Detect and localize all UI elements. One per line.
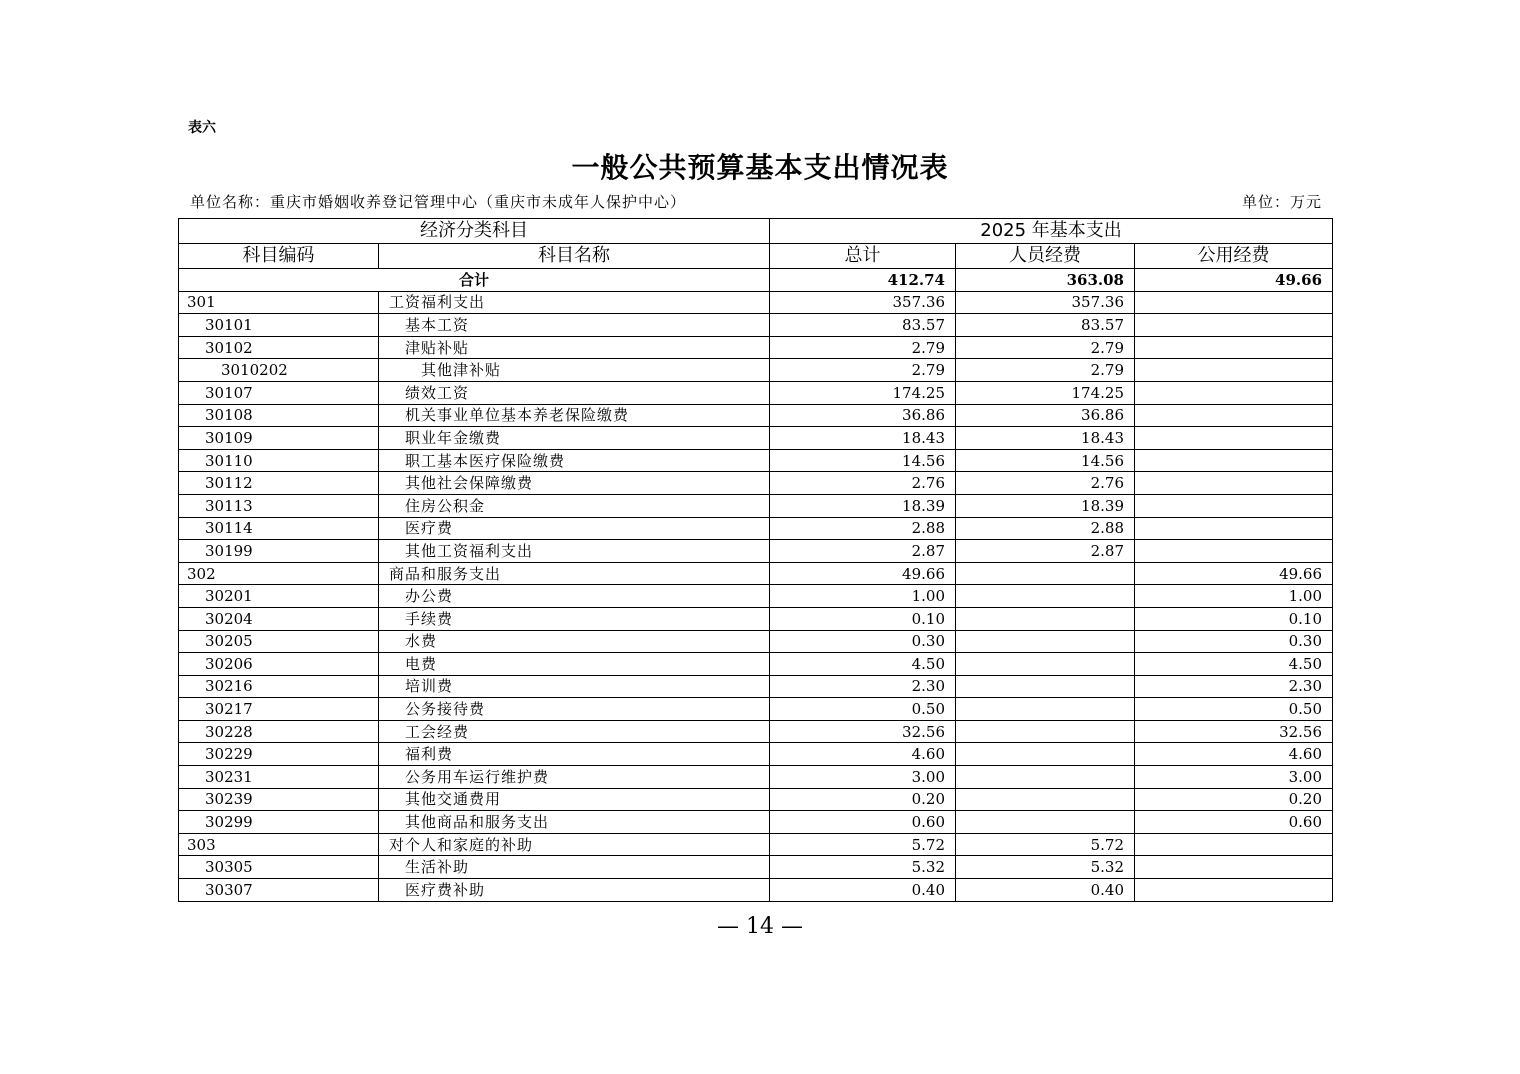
row-total: 2.87 [770,540,956,563]
row-total: 357.36 [770,291,956,314]
table-row [179,359,1333,382]
row-name: 医疗费补助 [379,879,770,902]
row-personnel [956,653,1135,676]
row-public: 0.50 [1135,698,1333,721]
row-code: 30205 [179,630,379,653]
table-row [179,879,1333,902]
table-row [179,562,1333,585]
row-personnel [956,585,1135,608]
row-personnel: 18.39 [956,494,1135,517]
row-total: 2.79 [770,359,956,382]
row-total: 32.56 [770,720,956,743]
row-total: 18.43 [770,427,956,450]
row-public: 0.30 [1135,630,1333,653]
row-public [1135,449,1333,472]
row-public [1135,427,1333,450]
row-code: 30102 [179,336,379,359]
table-row [179,653,1333,676]
row-name: 机关事业单位基本养老保险缴费 [379,404,770,427]
row-public: 0.60 [1135,811,1333,834]
row-name: 水费 [379,630,770,653]
row-code: 30204 [179,607,379,630]
row-public [1135,833,1333,856]
row-total: 2.88 [770,517,956,540]
row-public: 4.50 [1135,653,1333,676]
table-row [179,607,1333,630]
row-name: 公务接待费 [379,698,770,721]
row-name: 其他交通费用 [379,788,770,811]
row-public [1135,472,1333,495]
page-title: 一般公共预算基本支出情况表 [571,151,949,184]
header-public: 公用经费 [1135,244,1333,269]
header-code: 科目编码 [179,244,379,269]
table-row [179,743,1333,766]
row-code: 30307 [179,879,379,902]
row-name: 对个人和家庭的补助 [379,833,770,856]
row-personnel [956,720,1135,743]
table-label: 表六 [188,120,216,136]
row-personnel: 174.25 [956,381,1135,404]
total-value: 412.74 [770,269,956,292]
table-row [179,833,1333,856]
row-total: 4.60 [770,743,956,766]
row-total: 83.57 [770,314,956,337]
row-code: 30305 [179,856,379,879]
row-total: 36.86 [770,404,956,427]
row-personnel: 2.88 [956,517,1135,540]
row-code: 30110 [179,449,379,472]
row-public [1135,494,1333,517]
table-row [179,449,1333,472]
header-personnel: 人员经费 [956,244,1135,269]
row-total: 174.25 [770,381,956,404]
row-personnel [956,562,1135,585]
row-personnel: 5.32 [956,856,1135,879]
row-total: 2.30 [770,675,956,698]
row-code: 302 [179,562,379,585]
row-code: 30101 [179,314,379,337]
total-personnel: 363.08 [956,269,1135,292]
row-public [1135,359,1333,382]
row-code: 30199 [179,540,379,563]
row-total: 0.10 [770,607,956,630]
row-total: 2.79 [770,336,956,359]
row-public [1135,291,1333,314]
table-row [179,314,1333,337]
unit-name: 单位名称：重庆市婚姻收养登记管理中心（重庆市未成年人保护中心） [190,193,687,211]
row-name: 福利费 [379,743,770,766]
table-row [179,540,1333,563]
row-name: 其他社会保障缴费 [379,472,770,495]
row-name: 职工基本医疗保险缴费 [379,449,770,472]
row-name: 津贴补贴 [379,336,770,359]
row-personnel [956,630,1135,653]
table-row [179,585,1333,608]
row-personnel: 2.76 [956,472,1135,495]
table-row [179,698,1333,721]
row-code: 30216 [179,675,379,698]
table-row [179,811,1333,834]
table-row [179,427,1333,450]
table-row [179,494,1333,517]
row-personnel: 5.72 [956,833,1135,856]
row-personnel [956,607,1135,630]
row-personnel [956,766,1135,789]
row-public [1135,381,1333,404]
row-code: 30229 [179,743,379,766]
currency-unit: 单位：万元 [1241,193,1322,211]
table-row [179,856,1333,879]
row-name: 绩效工资 [379,381,770,404]
row-code: 301 [179,291,379,314]
row-code: 30231 [179,766,379,789]
header-name: 科目名称 [379,244,770,269]
row-total: 5.72 [770,833,956,856]
row-code: 30299 [179,811,379,834]
row-total: 0.60 [770,811,956,834]
table-row [179,336,1333,359]
header-economic-classification: 经济分类科目 [179,219,770,244]
row-code: 30217 [179,698,379,721]
row-personnel: 0.40 [956,879,1135,902]
row-name: 基本工资 [379,314,770,337]
table-row [179,675,1333,698]
row-total: 4.50 [770,653,956,676]
total-public: 49.66 [1135,269,1333,292]
row-code: 30239 [179,788,379,811]
page-number: — 14 — [717,914,803,939]
row-name: 生活补助 [379,856,770,879]
row-public: 3.00 [1135,766,1333,789]
row-total: 18.39 [770,494,956,517]
row-code: 30108 [179,404,379,427]
row-public: 2.30 [1135,675,1333,698]
total-label: 合计 [179,269,770,292]
row-public [1135,540,1333,563]
header-basic-expenditure-2025: 2025 年基本支出 [770,219,1333,244]
table-row [179,472,1333,495]
row-personnel: 83.57 [956,314,1135,337]
row-total: 3.00 [770,766,956,789]
row-total: 14.56 [770,449,956,472]
row-public [1135,404,1333,427]
header-total: 总计 [770,244,956,269]
row-total: 0.30 [770,630,956,653]
row-total: 1.00 [770,585,956,608]
table-row [179,517,1333,540]
row-personnel [956,698,1135,721]
row-public [1135,879,1333,902]
header-group-row [179,219,1333,244]
row-code: 30228 [179,720,379,743]
table-row [179,404,1333,427]
row-public [1135,856,1333,879]
row-personnel [956,675,1135,698]
row-public: 1.00 [1135,585,1333,608]
row-total: 2.76 [770,472,956,495]
budget-table [178,218,1333,902]
row-name: 职业年金缴费 [379,427,770,450]
header-column-row [179,244,1333,269]
row-code: 30201 [179,585,379,608]
row-personnel: 36.86 [956,404,1135,427]
row-personnel: 357.36 [956,291,1135,314]
row-name: 工会经费 [379,720,770,743]
row-total: 0.50 [770,698,956,721]
row-code: 30107 [179,381,379,404]
row-public: 49.66 [1135,562,1333,585]
total-row [179,269,1333,292]
row-name: 手续费 [379,607,770,630]
row-code: 30109 [179,427,379,450]
row-name: 办公费 [379,585,770,608]
row-code: 30113 [179,494,379,517]
row-personnel [956,811,1135,834]
row-total: 0.40 [770,879,956,902]
row-public: 0.20 [1135,788,1333,811]
row-public [1135,517,1333,540]
row-code: 30114 [179,517,379,540]
row-name: 商品和服务支出 [379,562,770,585]
row-personnel [956,788,1135,811]
row-name: 住房公积金 [379,494,770,517]
row-code: 30206 [179,653,379,676]
row-personnel: 2.87 [956,540,1135,563]
row-name: 医疗费 [379,517,770,540]
row-personnel [956,743,1135,766]
row-name: 培训费 [379,675,770,698]
row-total: 49.66 [770,562,956,585]
table-row [179,788,1333,811]
row-public [1135,336,1333,359]
row-total: 5.32 [770,856,956,879]
row-total: 0.20 [770,788,956,811]
row-code: 303 [179,833,379,856]
table-row [179,381,1333,404]
row-public: 0.10 [1135,607,1333,630]
row-name: 工资福利支出 [379,291,770,314]
row-name: 其他工资福利支出 [379,540,770,563]
row-personnel: 2.79 [956,336,1135,359]
row-public [1135,314,1333,337]
row-code: 3010202 [179,359,379,382]
row-name: 其他商品和服务支出 [379,811,770,834]
row-public: 4.60 [1135,743,1333,766]
row-code: 30112 [179,472,379,495]
row-personnel: 18.43 [956,427,1135,450]
table-row [179,630,1333,653]
row-name: 其他津补贴 [379,359,770,382]
row-personnel: 2.79 [956,359,1135,382]
table-row [179,291,1333,314]
row-name: 电费 [379,653,770,676]
row-name: 公务用车运行维护费 [379,766,770,789]
table-row [179,766,1333,789]
row-personnel: 14.56 [956,449,1135,472]
row-public: 32.56 [1135,720,1333,743]
table-row [179,720,1333,743]
